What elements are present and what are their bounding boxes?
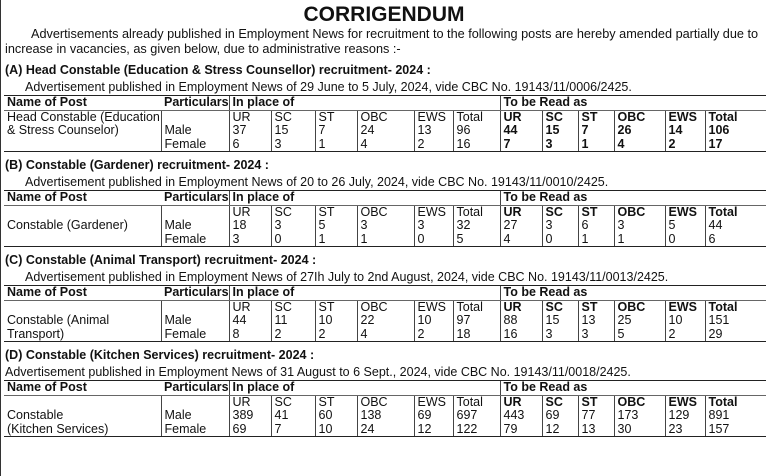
read-as-value: 1 [578, 138, 614, 152]
header-name-of-post: Name of Post [4, 96, 161, 111]
column-header-ews: EWS [665, 205, 705, 219]
in-place-value: 1 [315, 138, 357, 152]
column-header-total: Total [705, 395, 766, 409]
column-header-obc: OBC [614, 395, 665, 409]
column-header-obc: OBC [614, 110, 665, 124]
header-in-place-of: In place of [229, 96, 500, 111]
in-place-value: 697 [453, 409, 500, 423]
column-header-total: Total [453, 300, 500, 314]
read-as-value: 30 [614, 423, 665, 437]
in-place-value: 12 [414, 423, 453, 437]
particulars-cell [161, 110, 229, 124]
column-header-ur: UR [500, 395, 542, 409]
in-place-value: 3 [414, 219, 453, 233]
read-as-value: 157 [705, 423, 766, 437]
in-place-value: 41 [271, 409, 315, 423]
section-heading: (A) Head Constable (Education & Stress Counsellor) recruitment- 2024 : [5, 63, 431, 77]
read-as-value: 25 [614, 314, 665, 328]
column-header-ews: EWS [665, 300, 705, 314]
column-header-ur: UR [229, 110, 271, 124]
section-heading: (D) Constable (Kitchen Services) recruitment- 2024 : [5, 348, 315, 362]
in-place-value: 16 [453, 138, 500, 152]
column-header-ews: EWS [665, 110, 705, 124]
in-place-value: 7 [315, 124, 357, 138]
in-place-value: 60 [315, 409, 357, 423]
read-as-value: 3 [614, 219, 665, 233]
read-as-value: 3 [542, 328, 578, 342]
read-as-value: 5 [614, 328, 665, 342]
read-as-value: 1 [578, 233, 614, 247]
intro-text: Advertisements already published in Employment News for recruitment to the following posts are hereby amended partially due to increase in vacancies, as given below, due to administrative reasons :- [5, 27, 759, 56]
header-to-be-read-as: To be Read as [500, 286, 766, 301]
column-header-ur: UR [500, 300, 542, 314]
in-place-value: 10 [315, 314, 357, 328]
header-row [4, 286, 766, 301]
column-header-obc: OBC [357, 395, 414, 409]
read-as-value: 5 [665, 219, 705, 233]
column-header-sc: SC [271, 205, 315, 219]
column-header-ews: EWS [414, 205, 453, 219]
in-place-value: 0 [271, 233, 315, 247]
read-as-value: 151 [705, 314, 766, 328]
in-place-value: 18 [229, 219, 271, 233]
in-place-value: 0 [414, 233, 453, 247]
read-as-value: 173 [614, 409, 665, 423]
read-as-value: 7 [578, 124, 614, 138]
read-as-value: 891 [705, 409, 766, 423]
header-name-of-post: Name of Post [4, 191, 161, 206]
in-place-value: 3 [229, 233, 271, 247]
header-in-place-of: In place of [229, 286, 500, 301]
read-as-value: 29 [705, 328, 766, 342]
header-row [4, 191, 766, 206]
column-header-obc: OBC [614, 300, 665, 314]
read-as-value: 23 [665, 423, 705, 437]
particulars-label: Male [161, 124, 229, 138]
table-row [4, 423, 766, 437]
section-heading: (C) Constable (Animal Transport) recruitment- 2024 : [5, 253, 317, 267]
header-to-be-read-as: To be Read as [500, 96, 766, 111]
in-place-value: 69 [414, 409, 453, 423]
in-place-value: 97 [453, 314, 500, 328]
column-header-st: ST [315, 300, 357, 314]
advertisement-note: Advertisement published in Employment News of 31 August to 6 Sept., 2024, vide CBC No. 19143/11/0018/2425. [5, 365, 631, 379]
read-as-value: 14 [665, 124, 705, 138]
read-as-value: 17 [705, 138, 766, 152]
column-header-ews: EWS [414, 110, 453, 124]
sections [1, 63, 767, 437]
in-place-value: 1 [357, 233, 414, 247]
read-as-value: 69 [542, 409, 578, 423]
column-header-ur: UR [500, 110, 542, 124]
header-particulars: Particulars [161, 191, 229, 206]
read-as-value: 15 [542, 124, 578, 138]
column-header-st: ST [315, 205, 357, 219]
post-name-line [4, 395, 161, 409]
in-place-value: 10 [315, 423, 357, 437]
table-row [4, 124, 766, 138]
page-title: CORRIGENDUM [303, 3, 465, 26]
vacancy-table [4, 190, 766, 247]
post-name-line: Constable (Gardener) [7, 218, 128, 232]
column-header-sc: SC [271, 300, 315, 314]
in-place-value: 8 [229, 328, 271, 342]
vacancy-table [4, 285, 766, 342]
column-header-obc: OBC [357, 300, 414, 314]
read-as-value: 106 [705, 124, 766, 138]
header-to-be-read-as: To be Read as [500, 191, 766, 206]
particulars-label: Female [161, 423, 229, 437]
particulars-label: Female [161, 233, 229, 247]
read-as-value: 4 [500, 233, 542, 247]
in-place-value: 32 [453, 219, 500, 233]
header-particulars: Particulars [161, 381, 229, 396]
advertisement-note: Advertisement published in Employment News of 29 June to 5 July, 2024, vide CBC No. 19143/11/0006/2425. [25, 80, 632, 94]
post-name-line [4, 300, 161, 314]
read-as-value: 0 [665, 233, 705, 247]
in-place-value: 69 [229, 423, 271, 437]
in-place-value: 22 [357, 314, 414, 328]
column-header-ews: EWS [665, 395, 705, 409]
header-row [4, 381, 766, 396]
column-header-row [4, 110, 766, 124]
read-as-value: 44 [705, 219, 766, 233]
particulars-label: Female [161, 328, 229, 342]
post-name-line: Transport) [4, 328, 161, 342]
in-place-value: 2 [315, 328, 357, 342]
read-as-value: 3 [542, 138, 578, 152]
in-place-value: 5 [453, 233, 500, 247]
read-as-value: 7 [500, 138, 542, 152]
read-as-value: 15 [542, 314, 578, 328]
in-place-value: 15 [271, 124, 315, 138]
header-particulars: Particulars [161, 286, 229, 301]
post-name-line: Constable (Animal [7, 313, 110, 327]
in-place-value: 6 [229, 138, 271, 152]
read-as-value: 443 [500, 409, 542, 423]
column-header-obc: OBC [357, 205, 414, 219]
column-header-row [4, 300, 766, 314]
read-as-value: 26 [614, 124, 665, 138]
in-place-value: 4 [357, 328, 414, 342]
in-place-value: 18 [453, 328, 500, 342]
section-heading: (B) Constable (Gardener) recruitment- 2024 : [5, 158, 269, 172]
read-as-value: 16 [500, 328, 542, 342]
in-place-value: 7 [271, 423, 315, 437]
in-place-value: 3 [357, 219, 414, 233]
read-as-value: 6 [578, 219, 614, 233]
column-header-sc: SC [542, 300, 578, 314]
post-name-line: & Stress Counselor) [7, 123, 119, 137]
in-place-value: 11 [271, 314, 315, 328]
particulars-cell [161, 205, 229, 219]
column-header-total: Total [705, 300, 766, 314]
post-name-line: Constable [7, 408, 64, 422]
table-row [4, 233, 766, 247]
in-place-value: 96 [453, 124, 500, 138]
column-header-total: Total [705, 110, 766, 124]
table-row [4, 328, 766, 342]
particulars-label: Male [161, 409, 229, 423]
in-place-value: 37 [229, 124, 271, 138]
in-place-value: 24 [357, 423, 414, 437]
in-place-value: 44 [229, 314, 271, 328]
column-header-st: ST [578, 110, 614, 124]
in-place-value: 5 [315, 219, 357, 233]
read-as-value: 10 [665, 314, 705, 328]
table-row [4, 219, 766, 233]
header-particulars: Particulars [161, 96, 229, 111]
post-name-line: Head Constable (Education [7, 109, 160, 124]
in-place-value: 122 [453, 423, 500, 437]
in-place-value: 389 [229, 409, 271, 423]
read-as-value: 6 [705, 233, 766, 247]
column-header-ews: EWS [414, 300, 453, 314]
read-as-value: 2 [665, 138, 705, 152]
vacancy-table [4, 95, 766, 152]
in-place-value: 4 [357, 138, 414, 152]
column-header-ews: EWS [414, 395, 453, 409]
read-as-value: 79 [500, 423, 542, 437]
table-row [4, 409, 766, 423]
in-place-value: 2 [271, 328, 315, 342]
column-header-st: ST [315, 110, 357, 124]
particulars-cell [161, 395, 229, 409]
column-header-st: ST [315, 395, 357, 409]
particulars-label: Female [161, 138, 229, 152]
column-header-sc: SC [542, 205, 578, 219]
in-place-value: 13 [414, 124, 453, 138]
column-header-ur: UR [229, 300, 271, 314]
advertisement-note: Advertisement published in Employment News of 20 to 26 July, 2024, vide CBC No. 19143/11/0010/2425. [25, 175, 609, 189]
read-as-value: 4 [614, 138, 665, 152]
vacancy-table [4, 380, 766, 437]
read-as-value: 0 [542, 233, 578, 247]
read-as-value: 3 [542, 219, 578, 233]
in-place-value: 24 [357, 124, 414, 138]
read-as-value: 13 [578, 314, 614, 328]
header-in-place-of: In place of [229, 381, 500, 396]
read-as-value: 77 [578, 409, 614, 423]
header-name-of-post: Name of Post [4, 286, 161, 301]
advertisement-note: Advertisement published in Employment News of 27Ih July to 2nd August, 2024, vide CBC No. 19143/11/0013/2425. [25, 270, 669, 284]
column-header-sc: SC [542, 110, 578, 124]
column-header-ur: UR [500, 205, 542, 219]
table-row [4, 314, 766, 328]
read-as-value: 88 [500, 314, 542, 328]
in-place-value: 2 [414, 328, 453, 342]
column-header-row [4, 395, 766, 409]
column-header-obc: OBC [614, 205, 665, 219]
header-in-place-of: In place of [229, 191, 500, 206]
column-header-total: Total [705, 205, 766, 219]
read-as-value: 129 [665, 409, 705, 423]
read-as-value: 2 [665, 328, 705, 342]
read-as-value: 1 [614, 233, 665, 247]
column-header-ur: UR [229, 205, 271, 219]
column-header-total: Total [453, 110, 500, 124]
in-place-value: 1 [315, 233, 357, 247]
particulars-label: Male [161, 314, 229, 328]
in-place-value: 3 [271, 138, 315, 152]
header-to-be-read-as: To be Read as [500, 381, 766, 396]
post-name-line [4, 233, 161, 247]
column-header-st: ST [578, 205, 614, 219]
column-header-st: ST [578, 395, 614, 409]
in-place-value: 10 [414, 314, 453, 328]
table-row [4, 138, 766, 152]
in-place-value: 2 [414, 138, 453, 152]
read-as-value: 44 [500, 124, 542, 138]
header-row [4, 96, 766, 111]
column-header-row [4, 205, 766, 219]
column-header-ur: UR [229, 395, 271, 409]
post-name-line [4, 138, 161, 152]
read-as-value: 3 [578, 328, 614, 342]
column-header-obc: OBC [357, 110, 414, 124]
in-place-value: 3 [271, 219, 315, 233]
column-header-total: Total [453, 205, 500, 219]
read-as-value: 13 [578, 423, 614, 437]
column-header-total: Total [453, 395, 500, 409]
column-header-sc: SC [271, 110, 315, 124]
in-place-value: 138 [357, 409, 414, 423]
post-name-line: (Kitchen Services) [4, 423, 161, 437]
column-header-st: ST [578, 300, 614, 314]
column-header-sc: SC [271, 395, 315, 409]
particulars-label: Male [161, 219, 229, 233]
column-header-sc: SC [542, 395, 578, 409]
read-as-value: 27 [500, 219, 542, 233]
post-name-line [4, 205, 161, 219]
header-name-of-post: Name of Post [4, 381, 161, 396]
particulars-cell [161, 300, 229, 314]
read-as-value: 12 [542, 423, 578, 437]
